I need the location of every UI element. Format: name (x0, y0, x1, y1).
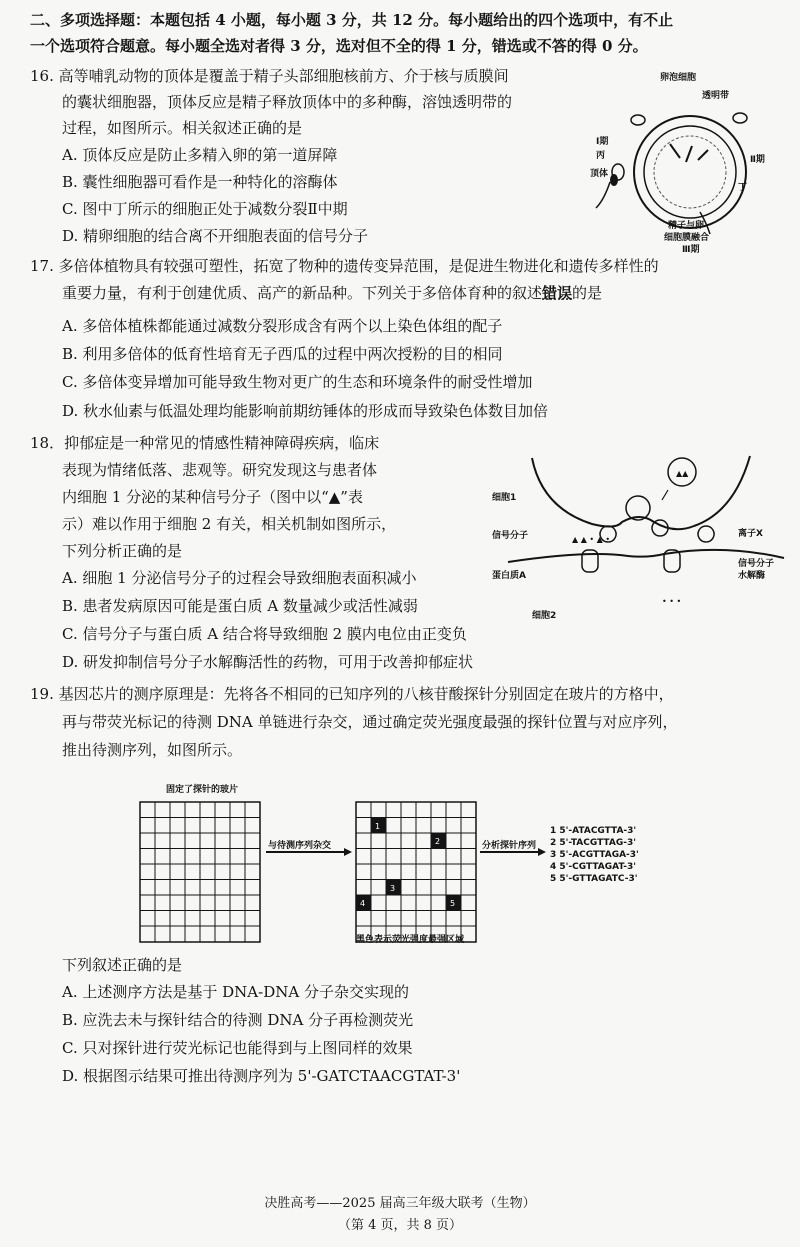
zona-label: 透明带 (702, 91, 730, 101)
synapse-figure (492, 452, 792, 632)
bing-label: 丙 (596, 151, 606, 161)
q17-stem2-emphasis: 错误 (542, 284, 573, 302)
q19-option-b: B. 应洗去未与探针结合的待测 DNA 分子再检测荧光 (62, 1011, 414, 1029)
q16-stem-line3: 过程，如图所示。相关叙述正确的是 (62, 119, 303, 137)
signal-dots: ▲ ▲ • ▲ • (572, 535, 611, 544)
ion-label: 离子X (738, 529, 763, 539)
q19-option-c: C. 只对探针进行荧光标记也能得到与上图同样的效果 (62, 1039, 413, 1057)
arrow-analyze-head (538, 848, 546, 856)
cell1-label: 细胞1 (492, 493, 517, 503)
ion-dots: • • • (662, 597, 682, 606)
chip-mark-2-label: 2 (435, 837, 441, 846)
footer-page: （第 4 页，共 8 页） (337, 1218, 463, 1233)
sequence-1: 1 5'-ATACGTTA-3' (550, 826, 637, 836)
protein-label: 蛋白质A (492, 571, 526, 581)
zona-outer (634, 116, 746, 228)
cell2-label: 细胞2 (532, 611, 557, 621)
fusion-label-1: 精子与卵 (668, 221, 705, 231)
arrow-analyze-label: 分析探针序列 (482, 841, 537, 851)
enzyme-label-1: 信号分子 (738, 559, 775, 569)
q16-option-b: B. 囊性细胞器可看作是一种特化的溶酶体 (62, 173, 338, 191)
q18-option-b: B. 患者发病原因可能是蛋白质 A 数量减少或活性减弱 (62, 597, 418, 615)
section-heading-line1: 二、多项选择题：本题包括 4 小题，每小题 3 分，共 12 分。每小题给出的四个选项中，有不止 (30, 11, 674, 29)
q18-stem-line4: 示）难以作用于细胞 2 有关，相关机制如图所示， (62, 515, 397, 533)
penetrating-sperms (670, 144, 708, 162)
follicle-cell-1 (631, 115, 645, 125)
slide-label: 固定了探针的玻片 (166, 785, 239, 795)
q19-stem-line2: 再与带荧光标记的待测 DNA 单链进行杂交，通过确定荧光强度最强的探针位置与对应序列， (62, 713, 678, 731)
sequence-3: 3 5'-ACGTTAGA-3' (550, 850, 639, 860)
gene-chip-figure (130, 780, 550, 952)
q18-option-a: A. 细胞 1 分泌信号分子的过程会导致细胞表面积减小 (62, 569, 417, 587)
q18-stem-line1: 18．抑郁症是一种常见的情感性精神障碍疾病，临床 (30, 434, 380, 452)
enzyme-label-2: 水解酶 (738, 571, 766, 581)
q17-option-b: B. 利用多倍体的低育性培育无子西瓜的过程中两次授粉的目的相同 (62, 345, 503, 363)
section-heading-line2: 一个选项符合题意。每小题全选对者得 3 分，选对但不全的得 1 分，错选或不答的得 0 分。 (30, 37, 648, 55)
footer-title: 决胜高考——2025 届高三年级大联考（生物） (264, 1196, 536, 1211)
q18-option-c: C. 信号分子与蛋白质 A 结合将导致细胞 2 膜内电位由正变负 (62, 625, 467, 643)
q16-option-c: C. 图中丁所示的细胞正处于减数分裂Ⅱ中期 (62, 200, 348, 218)
q16-option-d: D. 精卵细胞的结合离不开细胞表面的信号分子 (62, 227, 369, 245)
phase1-label: Ⅰ期 (596, 137, 609, 147)
phase2-label: Ⅱ期 (750, 155, 765, 165)
phase3-label: Ⅲ期 (682, 245, 700, 255)
acrosome-label: 顶体 (590, 169, 609, 179)
q17-stem2-post: 的是 (572, 284, 603, 302)
q17-stem-line2 (62, 283, 602, 303)
q19-question: 下列叙述正确的是 (62, 956, 183, 974)
chip-mark-4-label: 4 (360, 899, 366, 908)
egg-label: 卵泡细胞 (660, 73, 697, 83)
chip-mark-3-label: 3 (390, 884, 396, 893)
sequence-5: 5 5'-GTTAGATC-3' (550, 874, 638, 884)
arrow-hybridize-label: 与待测序列杂交 (268, 841, 332, 851)
chip-caption: 黑色表示荧光强度最强区域 (356, 935, 465, 945)
sperm-tail-1 (596, 182, 610, 208)
arrow-hybridize-head (344, 848, 352, 856)
q16-stem-line2: 的囊状细胞器，顶体反应是精子释放顶体中的多种酶，溶蚀透明带的 (62, 93, 513, 111)
q19-stem-line1: 19. 基因芯片的测序原理是：先将各不相同的已知序列的八核苷酸探针分别固定在玻片的方格中， (30, 685, 674, 703)
follicle-cell-2 (733, 113, 747, 123)
zona-inner (644, 126, 736, 218)
cell1-membrane (532, 456, 750, 529)
slide-grid-left (140, 802, 260, 942)
q19-stem-line3: 推出待测序列，如图所示。 (62, 741, 243, 759)
sequence-2: 2 5'-TACGTTAG-3' (550, 838, 636, 848)
egg-membrane (654, 136, 726, 208)
vesicle-arrow (662, 490, 668, 500)
q18-option-d: D. 研发抑制信号分子水解酶活性的药物，可用于改善抑郁症状 (62, 653, 474, 671)
q18-stem-line5: 下列分析正确的是 (62, 542, 183, 560)
q17-stem-line1: 17. 多倍体植物具有较强可塑性，拓宽了物种的遗传变异范围，是促进生物进化和遗传多样性的 (30, 257, 659, 275)
chip-mark-5-label: 5 (450, 899, 456, 908)
acrosome-reaction-figure (590, 62, 790, 262)
q18-stem-line3: 内细胞 1 分泌的某种信号分子（图中以“▲”表 (62, 488, 363, 506)
q17-option-c: C. 多倍体变异增加可能导致生物对更广的生态和环境条件的耐受性增加 (62, 373, 533, 391)
sequence-4: 4 5'-CGTTAGAT-3' (550, 862, 636, 872)
q17-stem2-pre: 重要力量，有利于创建优质、高产的新品种。下列关于多倍体育种的叙述 (62, 284, 543, 302)
vesicle-triangles: ▲▲ (676, 469, 689, 478)
signal-label: 信号分子 (492, 531, 529, 541)
sperm-head-1 (610, 174, 618, 186)
fusion-label-2: 细胞膜融合 (664, 233, 710, 243)
chip-mark-1-label: 1 (375, 822, 381, 831)
q19-option-d: D. 根据图示结果可推出待测序列为 5'-GATCTAACGTAT-3' (62, 1067, 461, 1085)
q16-option-a: A. 顶体反应是防止多精入卵的第一道屏障 (62, 146, 338, 164)
q18-stem-line2: 表现为情绪低落、悲观等。研究发现这与患者体 (62, 461, 378, 479)
q17-option-d: D. 秋水仙素与低温处理均能影响前期纺锤体的形成而导致染色体数目加倍 (62, 402, 549, 420)
q19-option-a: A. 上述测序方法是基于 DNA-DNA 分子杂交实现的 (62, 983, 409, 1001)
enzyme-3 (698, 526, 714, 542)
q17-option-a: A. 多倍体植株都能通过减数分裂形成含有两个以上染色体组的配子 (62, 317, 503, 335)
q16-stem-line1: 16. 高等哺乳动物的顶体是覆盖于精子头部细胞核前方、介于核与质膜间 (30, 67, 509, 85)
ding-label: 丁 (738, 183, 748, 193)
